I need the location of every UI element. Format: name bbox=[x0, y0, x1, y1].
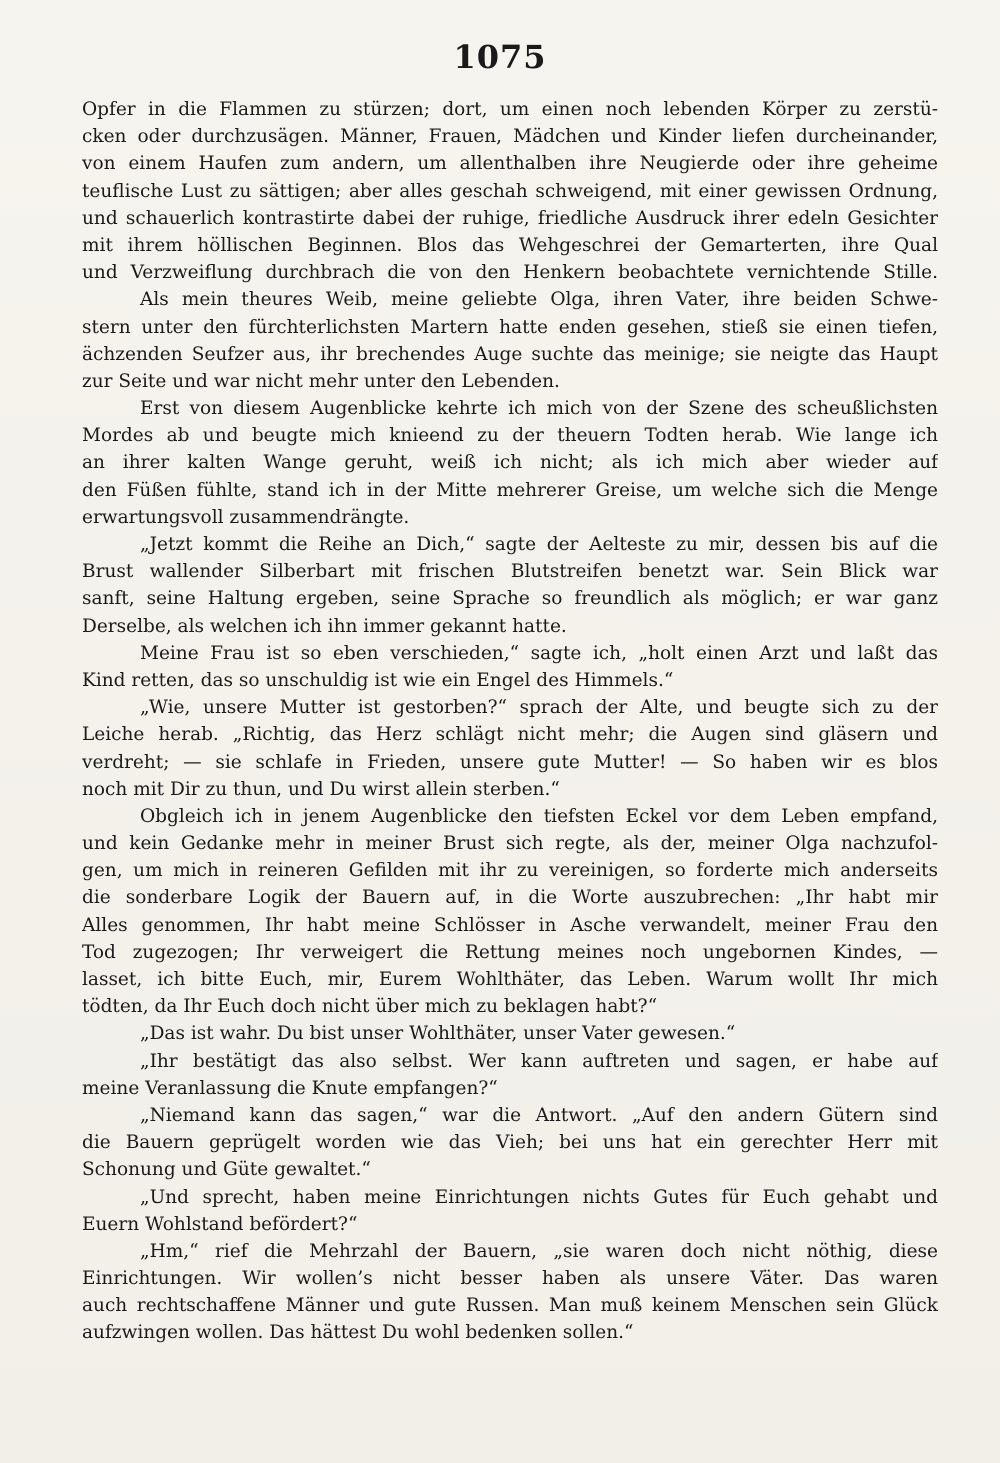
text-line: an ihrer kalten Wange geruht, weiß ich nicht; als ich mich aber wieder auf bbox=[82, 452, 938, 474]
text-line: gen, um mich in reineren Gefilden mit ihr zu vereinigen, so forderte mich anderseits bbox=[82, 860, 938, 882]
text-line: Tod zugezogen; Ihr verweigert die Rettung meines noch ungebornen Kindes, — bbox=[82, 941, 938, 963]
text-line: Obgleich ich in jenem Augenblicke den tiefsten Eckel vor dem Leben empfand, bbox=[140, 805, 938, 827]
text-line: die Bauern geprügelt worden wie das Vieh; bei uns hat ein gerechter Herr mit bbox=[82, 1132, 938, 1154]
text-line: die sonderbare Logik der Bauern auf, in die Worte auszubrechen: „Ihr habt mir bbox=[82, 887, 938, 909]
text-line: tödten, da Ihr Euch doch nicht über mich zu beklagen habt?“ bbox=[82, 996, 658, 1018]
text-line: Brust wallender Silberbart mit frischen Blutstreifen benetzt war. Sein Blick war bbox=[82, 561, 938, 583]
text-line: von einem Haufen zum andern, um allenthalben ihre Neugierde oder ihre geheime bbox=[82, 153, 938, 175]
text-line: zur Seite und war nicht mehr unter den Lebenden. bbox=[82, 370, 560, 392]
text-line: Erst von diesem Augenblicke kehrte ich mich von der Szene des scheußlichsten bbox=[140, 398, 938, 420]
text-line: Einrichtungen. Wir wollen’s nicht besser haben als unsere Väter. Das waren bbox=[82, 1268, 938, 1290]
text-line: sanft, seine Haltung ergeben, seine Sprache so freundlich als möglich; er war ganz bbox=[82, 588, 938, 610]
text-line: Leiche herab. „Richtig, das Herz schlägt nicht mehr; die Augen sind gläsern und bbox=[82, 724, 938, 746]
text-line: lasset, ich bitte Euch, mir, Eurem Wohlthäter, das Leben. Warum wollt Ihr mich bbox=[82, 969, 938, 990]
text-line: Als mein theures Weib, meine geliebte Olga, ihren Vater, ihre beiden Schwe- bbox=[140, 289, 938, 311]
text-line: „Niemand kann das sagen,“ war die Antwort. „Auf den andern Gütern sind bbox=[140, 1104, 938, 1126]
text-line: Derselbe, als welchen ich ihn immer gekannt hatte. bbox=[82, 615, 567, 637]
body-text bbox=[82, 96, 938, 1347]
text-line: und Verzweiflung durchbrach die von den Henkern beobachtete vernichtende Stille. bbox=[82, 262, 938, 284]
text-line: „Das ist wahr. Du bist unser Wohlthäter, unser Vater gewesen.“ bbox=[140, 1023, 736, 1045]
text-line: meine Veranlassung die Knute empfangen?“ bbox=[82, 1077, 498, 1099]
page-number: 1075 bbox=[453, 38, 547, 76]
text-line: Euern Wohlstand befördert?“ bbox=[82, 1213, 358, 1235]
text-line: Kind retten, das so unschuldig ist wie ein Engel des Himmels.“ bbox=[82, 669, 674, 691]
text-line: teuflische Lust zu sättigen; aber alles geschah schweigend, mit einer gewissen Ordnung, bbox=[82, 180, 938, 202]
text-line: „Und sprecht, haben meine Einrichtungen nichts Gutes für Euch gehabt und bbox=[140, 1186, 938, 1208]
text-line: Mordes ab und beugte mich knieend zu der theuern Todten herab. Wie lange ich bbox=[82, 425, 938, 447]
text-line: Meine Frau ist so eben verschieden,“ sagte ich, „holt einen Arzt und laßt das bbox=[140, 642, 938, 664]
text-line: aufzwingen wollen. Das hättest Du wohl bedenken sollen.“ bbox=[82, 1322, 634, 1344]
text-line: „Wie, unsere Mutter ist gestorben?“ sprach der Alte, und beugte sich zu der bbox=[140, 697, 938, 719]
text-line: Opfer in die Flammen zu stürzen; dort, um einen noch lebenden Körper zu zerstü- bbox=[82, 99, 938, 120]
text-line: stern unter den fürchterlichsten Martern hatte enden gesehen, stieß sie einen tiefen, bbox=[82, 316, 938, 338]
text-line: cken oder durchzusägen. Männer, Frauen, Mädchen und Kinder liefen durcheinander, bbox=[82, 126, 938, 148]
text-line: „Hm,“ rief die Mehrzahl der Bauern, „sie waren doch nicht nöthig, diese bbox=[140, 1240, 938, 1262]
text-line: und schauerlich kontrastirte dabei der ruhige, friedliche Ausdruck ihrer edeln Gesichter bbox=[82, 207, 938, 229]
text-line: ächzenden Seufzer aus, ihr brechendes Auge suchte das meinige; sie neigte das Haupt bbox=[82, 343, 938, 365]
text-line: „Ihr bestätigt das also selbst. Wer kann auftreten und sagen, er habe auf bbox=[140, 1050, 938, 1072]
text-line: auch rechtschaffene Männer und gute Russen. Man muß keinem Menschen sein Glück bbox=[82, 1295, 938, 1317]
text-line: „Jetzt kommt die Reihe an Dich,“ sagte der Aelteste zu mir, dessen bis auf die bbox=[140, 534, 938, 555]
text-line: verdreht; — sie schlafe in Frieden, unsere gute Mutter! — So haben wir es blos bbox=[82, 751, 938, 773]
text-line: Schonung und Güte gewaltet.“ bbox=[82, 1159, 371, 1181]
text-line: Alles genommen, Ihr habt meine Schlösser in Asche verwandelt, meiner Frau den bbox=[82, 914, 938, 936]
text-line: mit ihrem höllischen Beginnen. Blos das Wehgeschrei der Gemarterten, ihre Qual bbox=[82, 234, 938, 256]
text-line: den Füßen fühlte, stand ich in der Mitte mehrerer Greise, um welche sich die Menge bbox=[82, 479, 938, 501]
text-line: erwartungsvoll zusammendrängte. bbox=[82, 506, 410, 528]
text-line: und kein Gedanke mehr in meiner Brust sich regte, als der, meiner Olga nachzufol- bbox=[82, 833, 938, 855]
text-line: noch mit Dir zu thun, und Du wirst allein sterben.“ bbox=[82, 778, 560, 800]
